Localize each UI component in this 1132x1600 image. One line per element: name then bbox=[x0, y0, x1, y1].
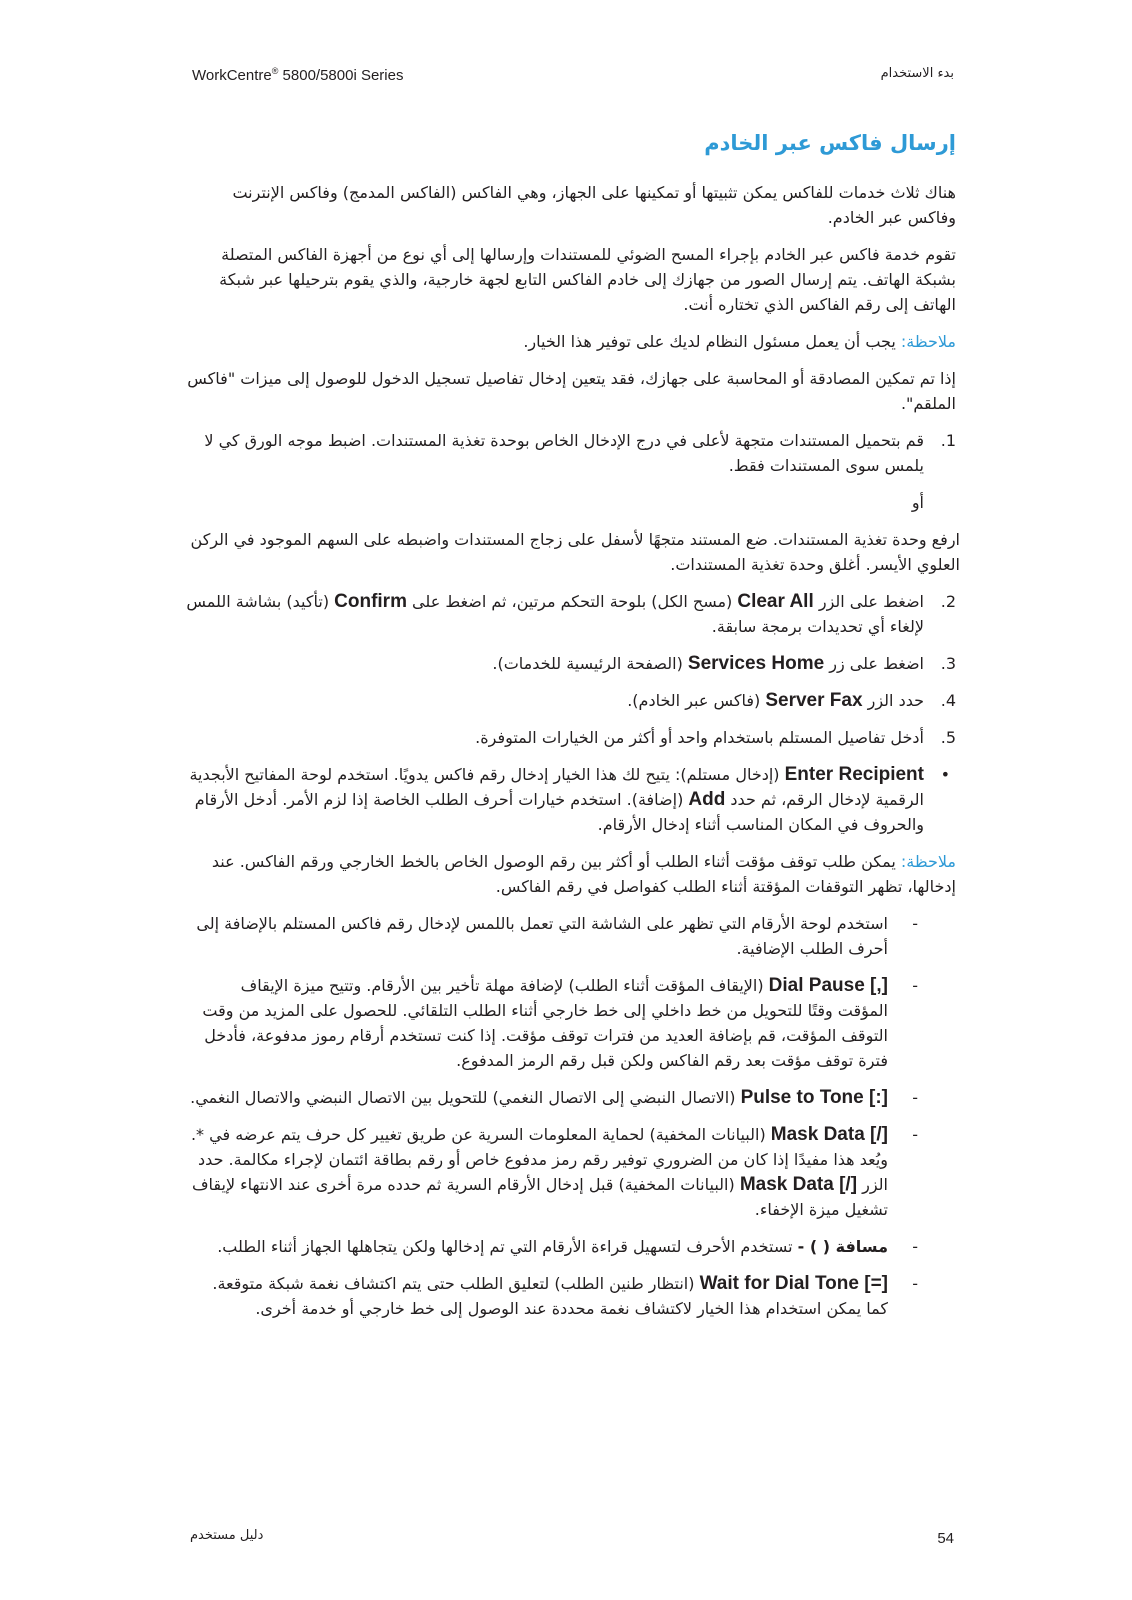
step-number: 3. bbox=[940, 654, 956, 673]
dash-item-keypad bbox=[186, 911, 956, 961]
server-fax-label: Server Fax bbox=[765, 690, 863, 711]
dash-marker: - bbox=[912, 1274, 918, 1293]
step-number: 4. bbox=[940, 691, 956, 710]
step-2 bbox=[186, 589, 956, 639]
header-product bbox=[192, 66, 403, 84]
dash-item-dial-pause bbox=[186, 973, 956, 1073]
bullet-text: (إضافة). استخدم خيارات أحرف الطلب الخاصة إذا لزم الأمر. أدخل الأرقام والحروف في المكان المناسب أثناء إدخال الأرقام. bbox=[194, 790, 924, 834]
registered-mark: ® bbox=[271, 66, 279, 76]
step-text: قم بتحميل المستندات متجهة لأعلى في درج الإدخال الخاص بوحدة تغذية المستندات. اضبط موجه الورق كي لا يلمس سوى المستندات فقط. bbox=[204, 431, 924, 475]
note-dial-pause bbox=[186, 849, 956, 899]
dash-marker: - bbox=[912, 976, 918, 995]
dash-item-mask-data bbox=[186, 1122, 956, 1222]
header-series: 5800/5800i Series bbox=[278, 67, 404, 84]
add-label: Add bbox=[688, 789, 726, 810]
step-text: حدد الزر bbox=[862, 691, 924, 710]
step-4 bbox=[186, 688, 956, 713]
wait-for-dial-tone-label: [=] Wait for Dial Tone bbox=[699, 1273, 888, 1294]
page-number: 54 bbox=[937, 1530, 954, 1547]
footer-guide: دليل مستخدم bbox=[190, 1528, 264, 1543]
bullet-enter-recipient bbox=[186, 762, 956, 837]
dash-marker: - bbox=[912, 1088, 918, 1107]
dash-text: (البيانات المخفية) قبل إدخال الأرقام السرية ثم حدده مرة أخرى عند الانتهاء لإيقاف تشغيل ميزة الإخفاء. bbox=[191, 1175, 888, 1219]
or-separator: أو bbox=[911, 493, 924, 512]
dash-text: (الاتصال النبضي إلى الاتصال النغمي) للتحويل بين الاتصال النبضي والاتصال النغمي. bbox=[190, 1088, 741, 1107]
steps-list-continued bbox=[186, 589, 956, 750]
dash-marker: - bbox=[912, 914, 918, 933]
dial-characters-list bbox=[186, 911, 956, 1321]
services-home-label: Services Home bbox=[687, 653, 825, 674]
step-number: 5. bbox=[940, 728, 956, 747]
page-title: إرسال فاكس عبر الخادم bbox=[704, 131, 956, 155]
enter-recipient-label: Enter Recipient bbox=[784, 764, 924, 785]
step-number: 1. bbox=[940, 431, 956, 450]
server-fax-description: تقوم خدمة فاكس عبر الخادم بإجراء المسح الضوئي للمستندات وإرسالها إلى أي نوع من أجهزة الفاكس المتصلة بشبكة الهاتف. يتم إرسال الصور من جهازك إلى خادم الفاكس التابع لجهة خارجية، والذي يقوم بترحيلها عبر شبكة الهاتف إلى رقم الفاكس الذي تختاره أنت. bbox=[219, 245, 956, 314]
bullet-dot: • bbox=[940, 765, 950, 784]
dash-text: (البيانات المخفية) لحماية المعلومات السرية عن طريق تغيير كل حرف يتم عرضه في *. ويُعد هذا مفيدًا إذا كان من الضروري توفير رقم رمز مدفوع خاص أو رقم بطاقة ائتمان لإجراء مكالمة. حدد الزر bbox=[190, 1125, 888, 1194]
auth-paragraph: إذا تم تمكين المصادقة أو المحاسبة على جهازك، فقد يتعين إدخال تفاصيل تسجيل الدخول للوصول إلى ميزات "فاكس الملقم". bbox=[187, 369, 956, 413]
confirm-label: Confirm bbox=[334, 591, 407, 612]
step-number: 2. bbox=[940, 592, 956, 611]
note-text: يمكن طلب توقف مؤقت أثناء الطلب أو أكثر بين رقم الوصول الخاص بالخط الخارجي ورقم الفاكس. عند إدخالها، تظهر التوقفات المؤقتة أثناء الطلب كفواصل في رقم الفاكس. bbox=[211, 852, 956, 896]
dash-item-pulse-to-tone bbox=[186, 1085, 956, 1110]
page-content bbox=[186, 128, 960, 1333]
dash-text: (انتظار طنين الطلب) لتعليق الطلب حتى يتم اكتشاف نغمة شبكة متوقعة. كما يمكن استخدام هذا الخيار لاكتشاف نغمة محددة عند الوصول إلى خط خارجي أو خدمة أخرى. bbox=[212, 1274, 888, 1318]
pulse-to-tone-label: [:] Pulse to Tone bbox=[740, 1087, 888, 1108]
note-admin bbox=[186, 329, 956, 354]
mask-data-button-label: [/] Mask Data bbox=[739, 1174, 858, 1195]
mask-data-label: [/] Mask Data bbox=[770, 1124, 888, 1145]
step-1 bbox=[186, 428, 956, 478]
intro-paragraph: هناك ثلاث خدمات للفاكس يمكن تثبيتها أو تمكينها على الجهاز، وهي الفاكس (الفاكس المدمج) وفاكس الإنترنت وفاكس عبر الخادم. bbox=[232, 183, 956, 227]
step-text: (فاكس عبر الخادم). bbox=[627, 691, 766, 710]
dash-text: تستخدم الأحرف لتسهيل قراءة الأرقام التي تم إدخالها ولكن يتجاهلها الجهاز أثناء الطلب. bbox=[217, 1237, 798, 1256]
note-label: ملاحظة: bbox=[900, 332, 956, 351]
header-product-name: WorkCentre bbox=[192, 67, 272, 84]
step-text: اضغط على زر bbox=[824, 654, 924, 673]
steps-list bbox=[186, 428, 956, 478]
header-section: بدء الاستخدام bbox=[880, 66, 954, 81]
space-label: مسافة ( ) - bbox=[797, 1237, 888, 1256]
clear-all-label: Clear All bbox=[737, 591, 814, 612]
step-text: أدخل تفاصيل المستلم باستخدام واحد أو أكثر من الخيارات المتوفرة. bbox=[475, 728, 924, 747]
step-text: (تأكيد) بشاشة اللمس لإلغاء أي تحديدات برمجة سابقة. bbox=[186, 592, 924, 636]
note-label: ملاحظة: bbox=[900, 852, 956, 871]
bullet-text: (إدخال مستلم): يتيح لك هذا الخيار إدخال رقم فاكس يدويًا. استخدم لوحة المفاتيح الأبجدية الرقمية لإدخال الرقم، ثم حدد bbox=[189, 765, 924, 809]
dash-marker: - bbox=[912, 1237, 918, 1256]
step-3 bbox=[186, 651, 956, 676]
note-text: يجب أن يعمل مسئول النظام لديك على توفير هذا الخيار. bbox=[523, 332, 901, 351]
alternate-instruction: ارفع وحدة تغذية المستندات. ضع المستند متجهًا لأسفل على زجاج المستندات واضبطه على السهم الموجود في الركن العلوي الأيسر. أغلق وحدة تغذية المستندات. bbox=[190, 530, 960, 574]
step-text: اضغط على الزر bbox=[813, 592, 924, 611]
dash-item-wait-for-dial-tone bbox=[186, 1271, 956, 1321]
dash-text: (الإيقاف المؤقت أثناء الطلب) لإضافة مهلة تأخير بين الأرقام. وتتيح ميزة الإيقاف المؤقت وقتًا للتحويل من خط داخلي إلى خط خارجي أثناء الطلب التلقائي. للحصول على المزيد من وقت التوقف المؤقت، قم بإضافة العديد من فترات توقف مؤقت. إذا كنت تستخدم أرقام رموز مدفوعة، فأدخل فترة توقف مؤقت بعد رقم الفاكس ولكن قبل رقم الرمز المدفوع. bbox=[202, 976, 888, 1070]
dash-text: استخدم لوحة الأرقام التي تظهر على الشاشة التي تعمل باللمس لإدخال رقم فاكس المستلم بالإضافة إلى أحرف الطلب الإضافية. bbox=[196, 914, 888, 958]
dash-marker: - bbox=[912, 1125, 918, 1144]
step-text: (مسح الكل) بلوحة التحكم مرتين، ثم اضغط على bbox=[406, 592, 738, 611]
dial-pause-label: [,] Dial Pause bbox=[768, 975, 888, 996]
dash-item-space bbox=[186, 1234, 956, 1259]
step-text: (الصفحة الرئيسية للخدمات). bbox=[492, 654, 688, 673]
step-5 bbox=[186, 725, 956, 750]
